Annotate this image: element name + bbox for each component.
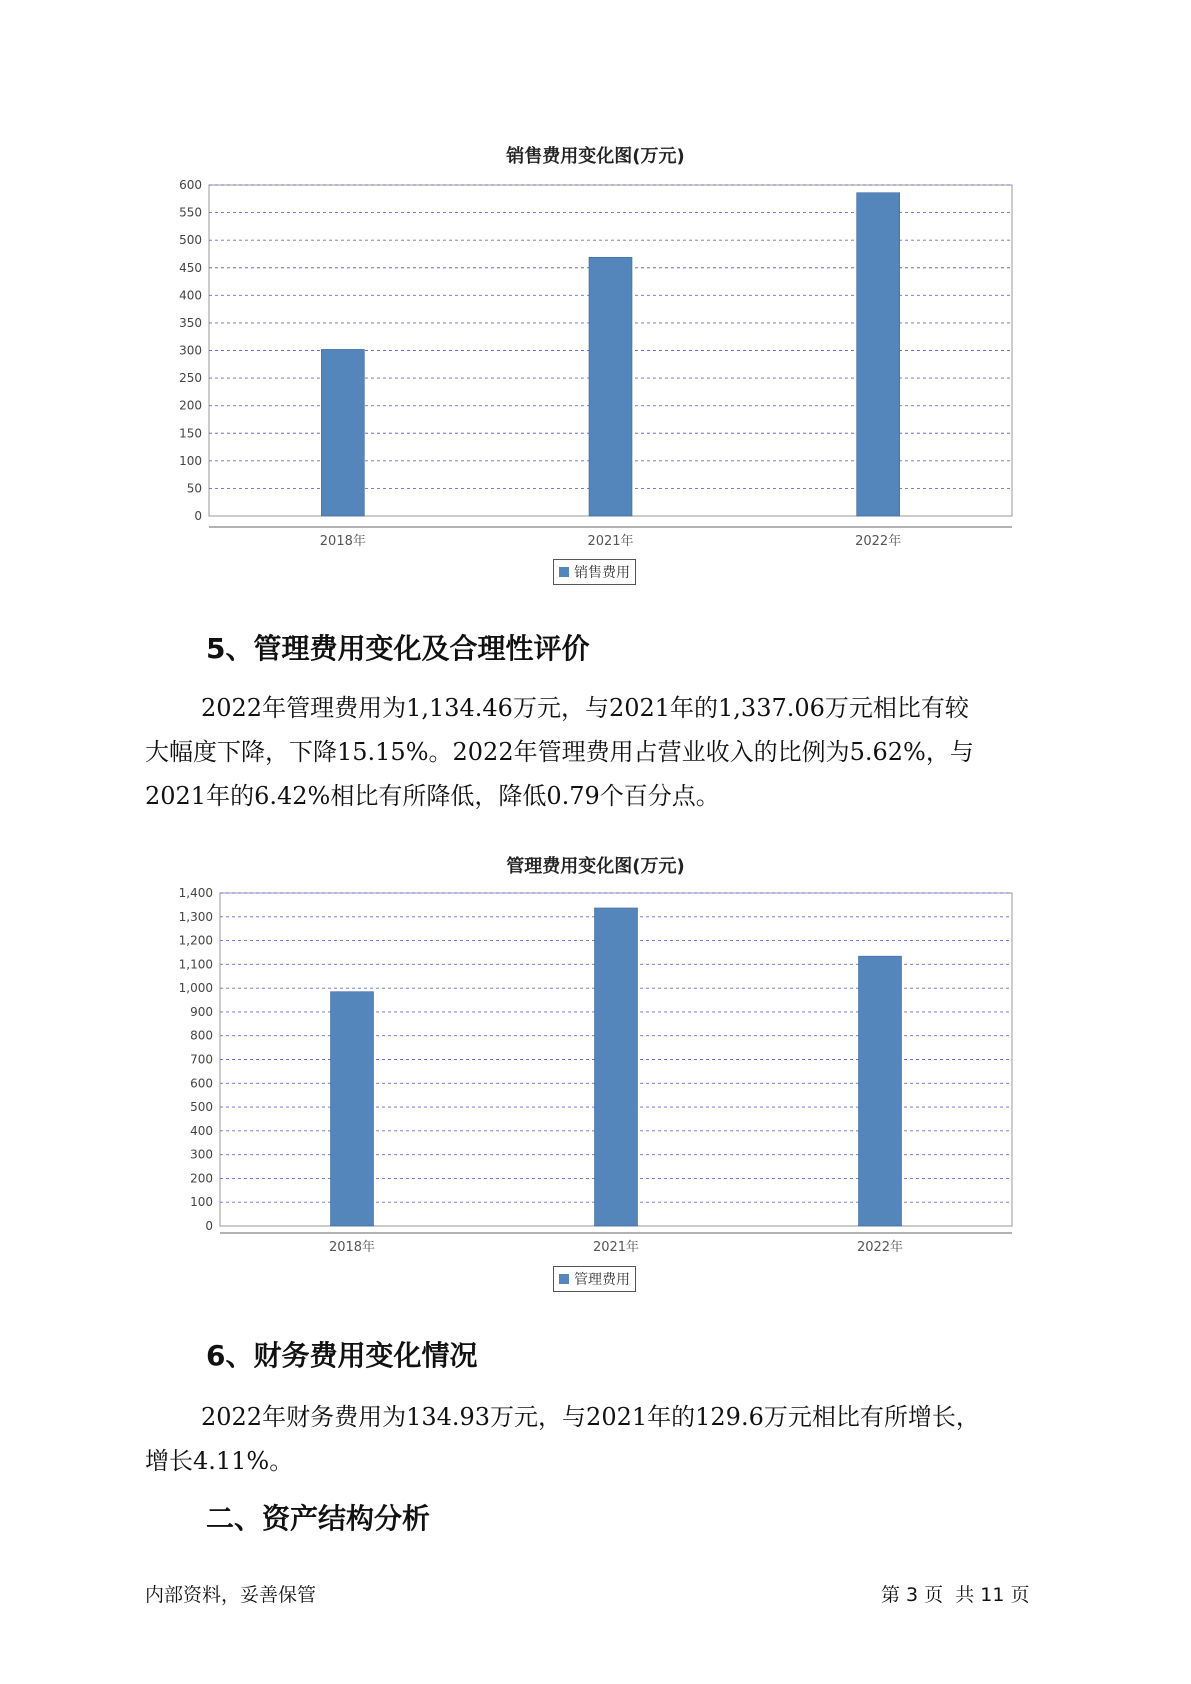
y-tick-label: 200	[190, 1171, 213, 1186]
x-tick-label: 2018年	[319, 534, 366, 549]
paragraph-line: 增长4.11%。	[145, 1447, 294, 1475]
y-tick-label: 0	[194, 509, 202, 523]
paragraph-line: 2022年财务费用为134.93万元，与2021年的129.6万元相比有所增长，	[201, 1403, 980, 1431]
y-tick-label: 300	[190, 1147, 213, 1162]
y-tick-label: 700	[190, 1052, 213, 1067]
section-two-heading: 二、资产结构分析	[206, 1502, 431, 1535]
sales-chart-title: 销售费用变化图(万元)	[506, 146, 685, 167]
x-tick-label: 2018年	[328, 1240, 376, 1255]
y-tick-label: 450	[179, 260, 202, 275]
section-5-heading: 5、管理费用变化及合理性评价	[206, 632, 590, 665]
y-tick-label: 200	[179, 398, 202, 413]
paragraph-line: 大幅度下降，下降15.15%。2022年管理费用占营业收入的比例为5.62%，与	[145, 738, 974, 766]
y-tick-label: 500	[190, 1100, 213, 1115]
y-tick-label: 150	[179, 426, 202, 441]
bar	[859, 956, 902, 1226]
legend-label: 销售费用	[574, 565, 630, 581]
admin-chart-title: 管理费用变化图(万元)	[506, 856, 685, 877]
y-tick-label: 1,200	[178, 933, 213, 948]
legend-swatch	[559, 1274, 569, 1284]
y-tick-label: 0	[205, 1219, 213, 1233]
y-tick-label: 350	[179, 315, 202, 330]
y-tick-label: 250	[179, 371, 202, 386]
y-tick-label: 100	[190, 1195, 213, 1210]
x-tick-label: 2022年	[855, 534, 902, 549]
y-tick-label: 600	[179, 178, 202, 192]
footer-confidential-note: 内部资料，妥善保管	[145, 1584, 317, 1606]
x-tick-label: 2021年	[592, 1240, 640, 1255]
footer-page-number: 第 3 页 共 11 页	[881, 1584, 1030, 1606]
x-tick-label: 2022年	[856, 1240, 904, 1255]
bar	[595, 908, 638, 1226]
y-tick-label: 800	[190, 1028, 213, 1043]
paragraph-line: 2022年管理费用为1,134.46万元，与2021年的1,337.06万元相比有较	[201, 694, 969, 722]
bar	[331, 992, 374, 1226]
y-tick-label: 300	[179, 343, 202, 358]
y-tick-label: 1,300	[178, 909, 213, 924]
section-6-paragraph	[145, 1395, 1045, 1483]
y-tick-label: 550	[179, 205, 202, 220]
y-tick-label: 400	[179, 288, 202, 303]
y-tick-label: 600	[190, 1076, 213, 1091]
legend-label: 管理费用	[574, 1272, 630, 1288]
y-tick-label: 400	[190, 1123, 213, 1138]
x-tick-label: 2021年	[587, 534, 634, 549]
y-tick-label: 1,000	[178, 981, 213, 996]
y-tick-label: 1,400	[178, 886, 213, 900]
y-tick-label: 50	[186, 481, 202, 496]
y-tick-label: 900	[190, 1004, 213, 1019]
paragraph-line: 2021年的6.42%相比有所降低，降低0.79个百分点。	[145, 782, 720, 810]
y-tick-label: 1,100	[178, 957, 213, 972]
y-tick-label: 100	[179, 453, 202, 468]
section-6-heading: 6、财务费用变化情况	[206, 1339, 478, 1372]
admin-chart-legend	[553, 1266, 636, 1292]
y-tick-label: 500	[179, 233, 202, 248]
